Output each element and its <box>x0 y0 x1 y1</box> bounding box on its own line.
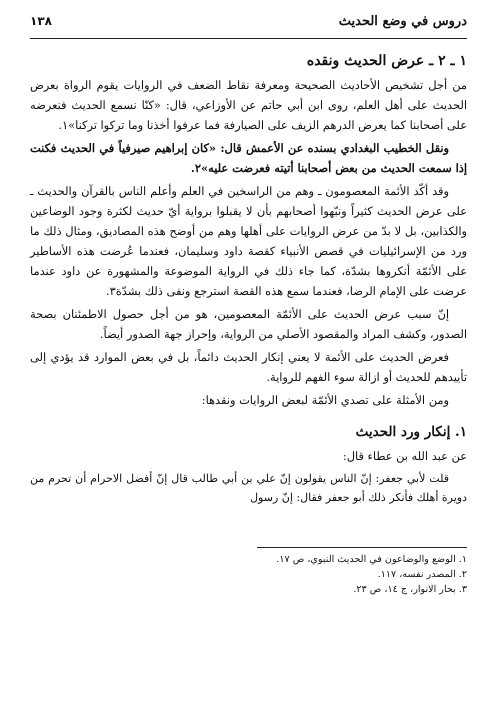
page-header <box>30 14 467 36</box>
paragraph-6: ومن الأمثلة على تصدي الأئمّة لبعض الروايات ونقدها: <box>201 393 449 407</box>
footnote-1: ١. الوضع والوضاعون في الحديث النبوي، ص ١٧. <box>276 554 467 565</box>
header-rule <box>30 38 467 39</box>
paragraph-2: ونقل الخطيب البغدادي بسنده عن الأعمش قال: «كان إبراهيم صيرفياً في الحديث فكنت إذا سمعت الحديث من بعض أصحابنا أتيته فعرضت عليه»٢. <box>30 141 467 175</box>
subsection-heading: ١. إنكار ورد الحديث <box>355 424 467 440</box>
subsection-intro: عن عبد الله بن عطاء قال: <box>342 449 467 463</box>
paragraph-3: وقد أكّد الأئمة المعصومون ـ وهم من الراسخين في العلم وأعلم الناس بالقرآن والحديث ـ على عرض الحديث كثيراً ونبّهوا أصحابهم بأن لا يقبلوا برواية أيّ حديث لكثرة وجود الوضاعين والكذابين، بل لا بدّ من عرض الروايات على أهلها وهم من أوضح هذه المصاديق، ومثال ذلك ما ورد من الإسرائيليات في قصص الأنبياء كقصة داود وسليمان، فعندما عُرضت هذه الأساطير على الأئمّة أنكروها بشدّة، كما جاء ذلك في الرواية الموضوعة والمشهورة عن داود عندما عرضت على الإمام الرضا، فعندما سمع هذه القصة استرجع ونفى ذلك بشدّة٣. <box>30 184 467 298</box>
hadith-quote: قلت لأبي جعفر: إنّ الناس يقولون إنّ علي بن أبي طالب قال إنّ أفضل الاحرام أن تحرم من دويرة أهلك فأنكر ذلك أبو جعفر فقال: إنّ رسول <box>30 472 467 504</box>
footnote-3: ٣. بحار الانوار، ج ١٤، ص ٢٣. <box>353 584 467 595</box>
paragraph-1: من أجل تشخيص الأحاديث الصحيحة ومعرفة نقاط الضعف في الروايات يقوم الرواة بعرض الحديث على أهل العلم، روى ابن أبي حاتم عن الأوزاعي، قال: «كنّا نسمع الحديث فنعرضه على أصحابنا كما يعرض الدرهم الزيف على الصيارفة فما عرفوا أخذنا وما تركوا تركنا»١. <box>30 78 467 132</box>
running-title: دروس في وضع الحديث <box>338 14 467 29</box>
paragraph-5: فعرض الحديث على الأئمة لا يعني إنكار الحديث دائماً، بل في بعض الموارد قد يؤدي إلى تأييدهم للحديث أو ازالة سوء الفهم للرواية. <box>30 350 467 384</box>
footnote-rule <box>257 547 467 548</box>
section-heading: ١ ـ ٢ ـ عرض الحديث ونقده <box>306 53 467 69</box>
footnote-2: ٢. المصدر نفسه، ١١٧. <box>377 569 467 580</box>
page-number: ١٣٨ <box>30 14 52 28</box>
paragraph-4: إنّ سبب عرض الحديث على الأئمّة المعصومين، هو من أجل حصول الاطمئنان بصحة الصدور، وكشف المراد والمقصود الأصلي من الرواية، وإحراز جهة الصدور أيضاً. <box>30 307 467 341</box>
